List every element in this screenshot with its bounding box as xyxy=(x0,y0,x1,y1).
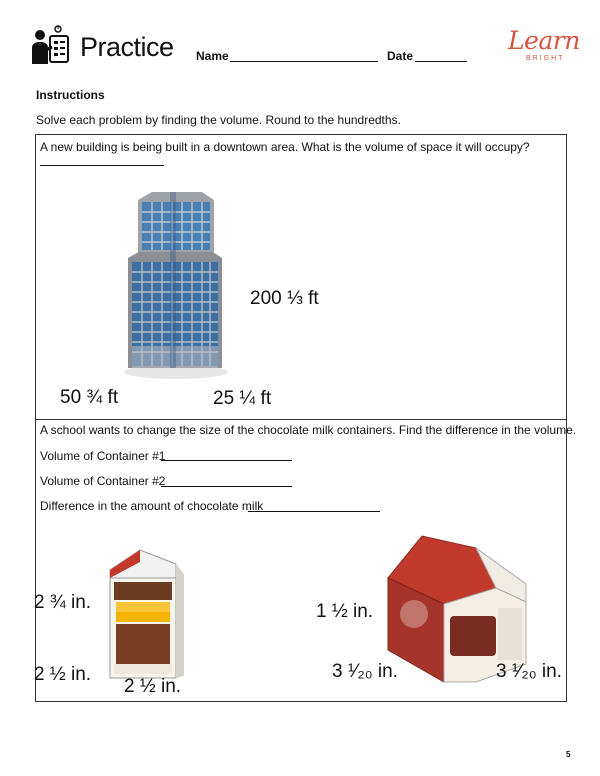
page-number: 5 xyxy=(566,750,571,759)
difference-label: Difference in the amount of chocolate milk xyxy=(40,499,264,513)
container-1-volume-field[interactable] xyxy=(161,460,292,461)
name-field[interactable] xyxy=(230,61,378,62)
problem-1-box xyxy=(35,134,567,420)
teacher-icon xyxy=(30,24,72,68)
building-length-label: 50 ¾ ft xyxy=(60,387,119,408)
container-2-height-label: 1 ½ in. xyxy=(316,601,374,622)
problem-1-answer-field[interactable] xyxy=(40,165,164,166)
date-label: Date xyxy=(387,49,414,63)
instructions-text: Solve each problem by finding the volume. Round to the hundredths. xyxy=(36,113,401,127)
container-2-volume-field[interactable] xyxy=(161,486,292,487)
container-1-width-label: 2 ½ in. xyxy=(124,676,182,697)
learn-bright-logo: Learn xyxy=(508,26,580,55)
difference-field[interactable] xyxy=(248,511,380,512)
container-1-height-label: 2 ¾ in. xyxy=(34,592,92,613)
building-width-label: 25 ¼ ft xyxy=(213,388,272,409)
office-building-image xyxy=(118,186,236,380)
container-1-depth-label: 2 ½ in. xyxy=(34,664,92,685)
name-label: Name xyxy=(196,49,229,63)
container-2-volume-label: Volume of Container #2 xyxy=(40,474,166,488)
page-title: Practice xyxy=(80,32,174,62)
building-height-label: 200 ⅓ ft xyxy=(250,288,319,309)
problem-2-question: A school wants to change the size of the chocolate milk containers. Find the difference in the volume. xyxy=(40,423,577,437)
date-field[interactable] xyxy=(415,61,467,62)
container-2-depth-label: 3 ¹⁄₂₀ in. xyxy=(496,661,562,682)
problem-1-question: A new building is being built in a downtown area. What is the volume of space it will occupy? xyxy=(40,140,530,154)
container-2-width-label: 3 ¹⁄₂₀ in. xyxy=(332,661,398,682)
logo-subtext: BRIGHT xyxy=(526,55,565,62)
instructions-heading: Instructions xyxy=(36,88,105,102)
milk-carton-small-image xyxy=(96,548,186,683)
container-1-volume-label: Volume of Container #1 xyxy=(40,449,166,463)
